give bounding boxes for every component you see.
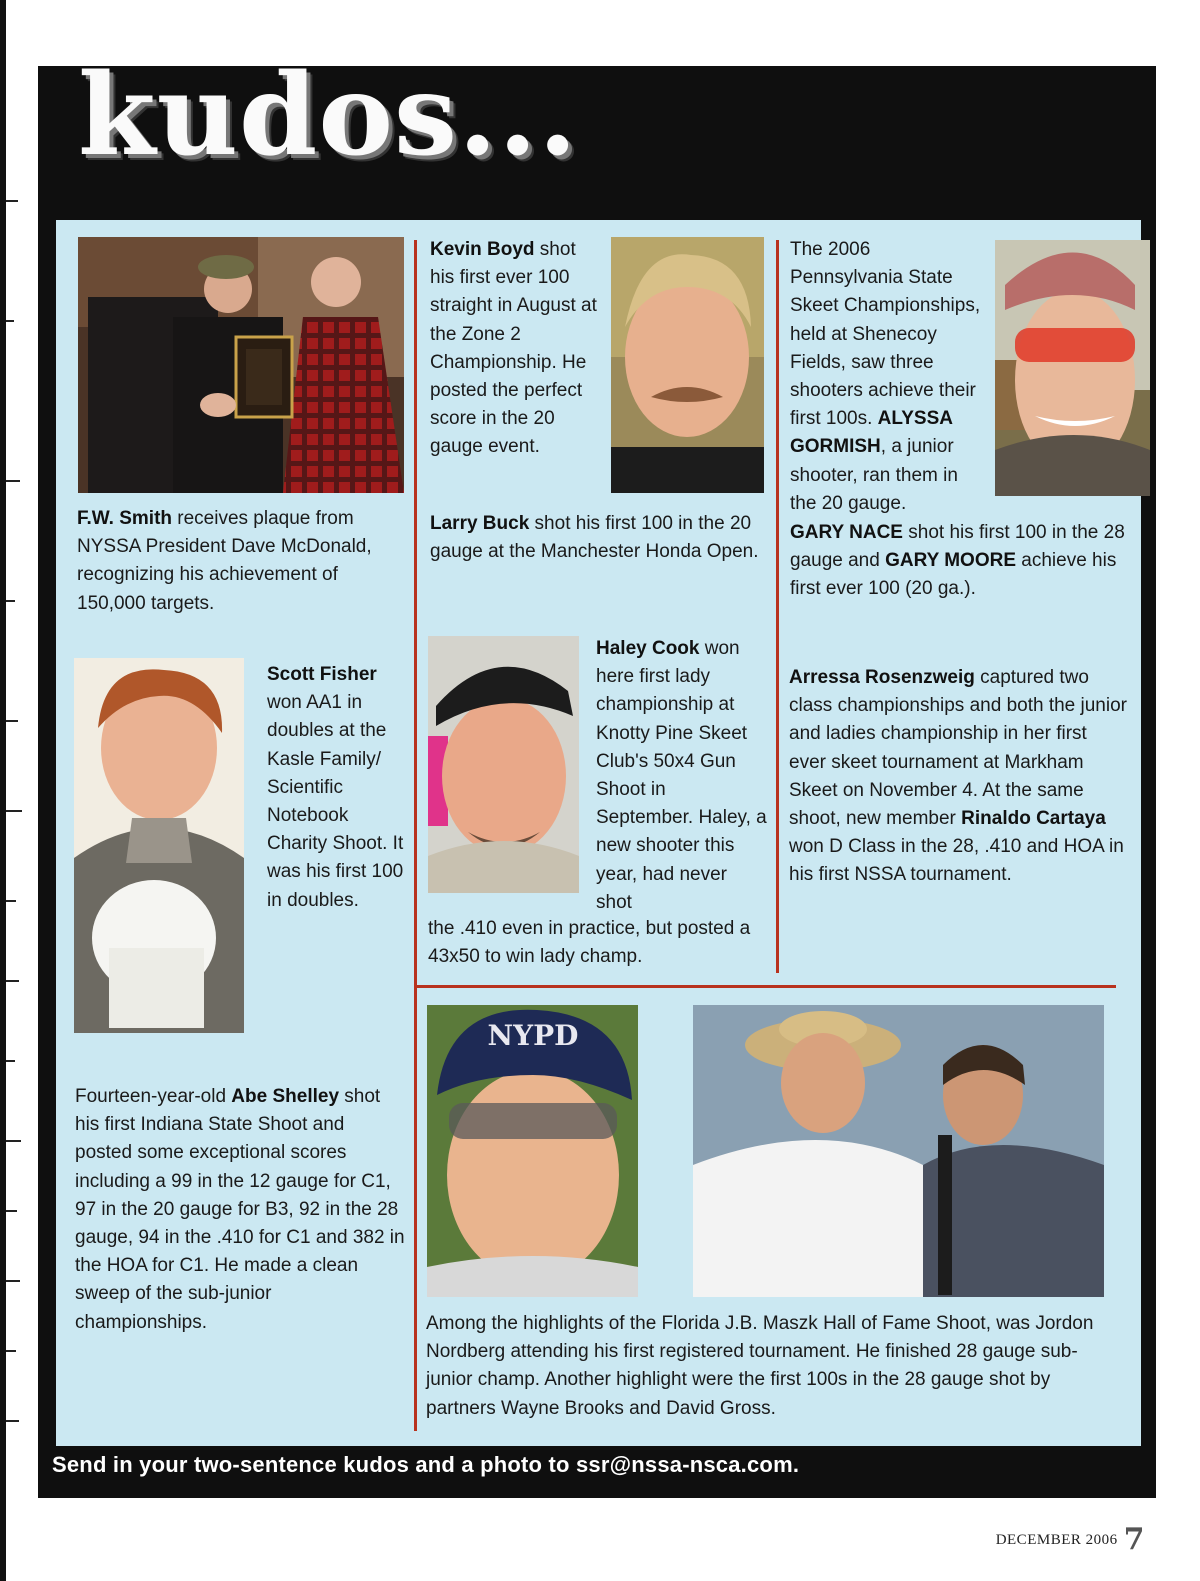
- page-number: 7: [1123, 1522, 1145, 1557]
- story-abe-shelley: Fourteen-year-old Abe Shelley shot his first Indiana State Shoot and posted some exceptional scores including a 99 in the 12 gauge for C1, 97 in the 20 gauge for B3, 92 in the 28 gauge, 94 in the .410 for C1 and 382 in the HOA for C1. He made a clean sweep of the sub-junior championships.: [75, 1086, 405, 1333]
- story-name: Abe Shelley: [231, 1086, 340, 1107]
- footer-cta: Send in your two-sentence kudos and a photo to ssr@nssa-nsca.com.: [52, 1452, 800, 1477]
- story-name: GARY NACE: [790, 522, 903, 543]
- story-name: ALYSSA GORMISH: [790, 408, 953, 458]
- photo-jordon-nordberg: [427, 1005, 638, 1297]
- cap-lettering: NYPD: [487, 1019, 579, 1052]
- story-arressa-rosenzweig: Arressa Rosenzweig captured two class championships and both the junior and ladies championship in her first ever skeet tournament at Markham Skeet on November 4. At the same shoot, new member Rinaldo Cartaya won D Class in the 28, .410 and HOA in his first NSSA tournament.: [789, 667, 1127, 886]
- story-haley-cook: Haley Cook won here first lady championship at Knotty Pine Skeet Club's 50x4 Gun Shoot in September. Haley, a new shooter this year, had never shot: [596, 638, 767, 913]
- photo-plaque-presentation: [78, 237, 404, 493]
- photo-alyssa-gormish: [995, 240, 1150, 496]
- margin-tick-marks: [6, 200, 28, 1460]
- story-name: Scott Fisher: [267, 664, 377, 685]
- section-rule: [414, 985, 1116, 988]
- story-kevin-boyd: Kevin Boyd shot his first ever 100 straight in August at the Zone 2 Championship. He posted the perfect score in the 20 gauge event.: [430, 239, 597, 458]
- column-rule-2: [776, 240, 779, 973]
- story-name: F.W. Smith: [77, 508, 172, 529]
- story-name: Haley Cook: [596, 638, 700, 659]
- story-name: GARY MOORE: [885, 550, 1016, 572]
- page-title: kudos...: [78, 50, 579, 181]
- story-pennsylvania-bottom: GARY NACE shot his first 100 in the 28 gauge and GARY MOORE achieve his first ever 100 (20 ga.).: [790, 522, 1125, 600]
- photo-kevin-boyd: [611, 237, 764, 493]
- story-fw-smith: F.W. Smith receives plaque from NYSSA President Dave McDonald, recognizing his achievement of 150,000 targets.: [77, 508, 372, 614]
- story-name: Rinaldo Cartaya: [961, 808, 1106, 830]
- story-pennsylvania-top: The 2006 Pennsylvania State Skeet Championships, held at Shenecoy Fields, saw three shooters achieve their first 100s. ALYSSA GORMISH, a junior shooter, ran them in the 20 gauge.: [790, 239, 981, 514]
- story-florida: Among the highlights of the Florida J.B. Maszk Hall of Fame Shoot, was Jordon Nordberg attending his first registered tournament. He finished 28 gauge sub-junior champ. Another highlight were the first 100s in the 28 gauge shot by partners Wayne Brooks and David Gross.: [426, 1313, 1094, 1419]
- story-name: Kevin Boyd: [430, 239, 535, 260]
- story-haley-cook-tail: the .410 even in practice, but posted a 43x50 to win lady champ.: [428, 918, 751, 968]
- column-rule-3: [414, 988, 417, 1431]
- story-name: Arressa Rosenzweig: [789, 667, 975, 688]
- photo-haley-cook: [428, 636, 579, 893]
- issue-date: DECEMBER 2006: [995, 1532, 1118, 1548]
- story-name: Larry Buck: [430, 513, 530, 534]
- story-larry-buck: Larry Buck shot his first 100 in the 20 gauge at the Manchester Honda Open.: [430, 513, 759, 563]
- photo-brooks-and-gross: [693, 1005, 1104, 1297]
- photo-scott-fisher: [74, 658, 244, 1033]
- story-scott-fisher: Scott Fisher won AA1 in doubles at the Kasle Family/ Scientific Notebook Charity Shoot. It was his first 100 in doubles.: [267, 664, 404, 911]
- page-footer: [996, 1522, 1145, 1557]
- column-rule-1: [414, 240, 417, 985]
